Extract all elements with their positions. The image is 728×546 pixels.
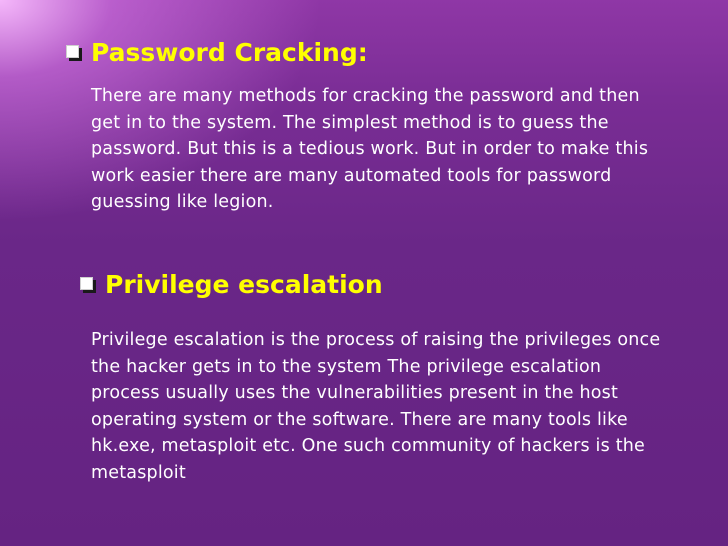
section-title-password-cracking [66, 38, 368, 68]
body-line: operating system or the software. There are many tools like [91, 409, 628, 430]
body-line: get in to the system. The simplest method is to guess the [91, 112, 609, 133]
section-title-text: Password Cracking: [91, 38, 368, 67]
section-title-text: Privilege escalation [105, 270, 383, 299]
section-body-privilege-escalation [91, 327, 660, 486]
body-line: Privilege escalation is the process of raising the privileges once [91, 330, 661, 350]
body-line: guessing like legion. [91, 192, 274, 212]
body-line: work easier there are many automated tools for password [91, 165, 612, 186]
section-title-privilege-escalation [80, 270, 383, 300]
body-line: the hacker gets in to the system The privilege escalation [91, 356, 602, 377]
body-line: There are many methods for cracking the password and then [91, 86, 640, 106]
section-body-password-cracking [91, 83, 648, 216]
body-line: metasploit [91, 462, 186, 483]
body-line: process usually uses the vulnerabilities present in the host [91, 383, 619, 403]
body-line: password. But this is a tedious work. But in order to make this [91, 139, 649, 159]
body-line: hk.exe, metasploit etc. One such community of hackers is the [91, 436, 646, 456]
checkbox-bullet-icon [66, 45, 82, 61]
checkbox-bullet-icon [80, 277, 96, 293]
